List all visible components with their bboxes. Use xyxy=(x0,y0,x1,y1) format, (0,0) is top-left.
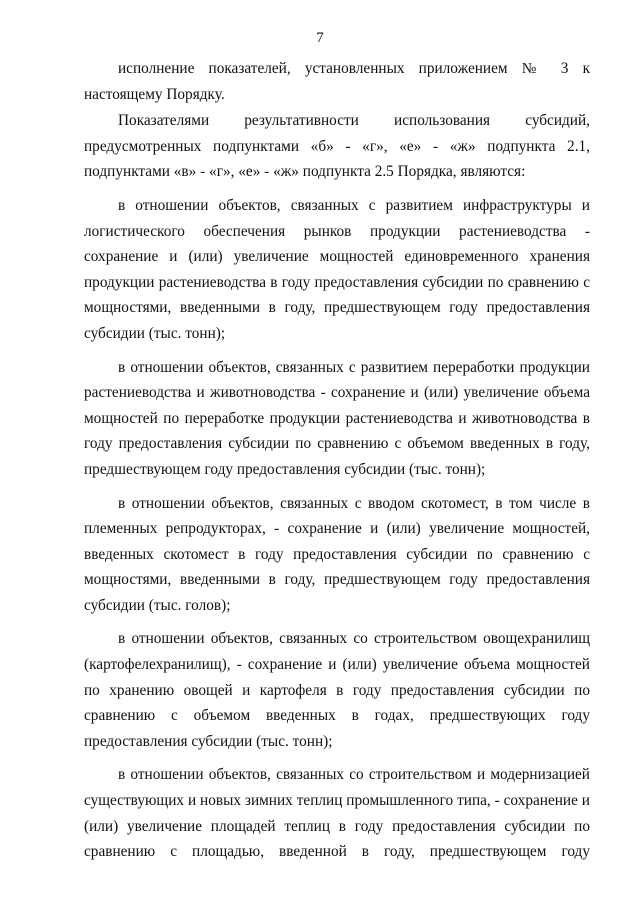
paragraph-vegetable-storage: в отношении объектов, связанных со строительством овощехранилищ (картофелехранилищ), - сохранение и (или) увеличение объема мощностей по хранению овощей и картофеля в году предоставления субсидии по сравнению с объемом введенных в годах, предшествующих году предоставления субсидии (тыс. тонн); xyxy=(84,630,590,750)
page-number: 7 xyxy=(316,30,324,46)
paragraph-processing: в отношении объектов, связанных с развитием переработки продукции растениеводства и животноводства - сохранение и (или) увеличение объема мощностей по переработке продукции растениеводства и животноводства в году предоставления субсидии по сравнению с объемом введенных в году, предшествующем году предоставления субсидии (тыс. тонн); xyxy=(84,358,590,478)
paragraph-continuation: исполнение показателей, установленных приложением № 3 к настоящему Порядку. xyxy=(84,60,590,103)
paragraph-greenhouses: в отношении объектов, связанных со строительством и модернизацией существующих и новых зимних теплиц промышленного типа, - сохранение и (или) увеличение площадей теплиц в году предоставления субсидии по сравнению с площадью, введенной в году, предшествующем году xyxy=(84,766,590,861)
paragraph-livestock: в отношении объектов, связанных с вводом скотомест, в том числе в племенных репродукторах, - сохранение и (или) увеличение мощностей, введенных скотомест в году предоставления субсидии по сравнению с мощностями, введенными в году, предшествующем году предоставления субсидии (тыс. голов); xyxy=(84,494,590,614)
paragraph-intro: Показателями результативности использования субсидий, предусмотренных подпунктами «б» - «г», «е» - «ж» подпункта 2.1, подпунктами «в» - «г», «е» - «ж» подпункта 2.5 Порядка, являются: xyxy=(84,112,590,181)
paragraph-infrastructure: в отношении объектов, связанных с развитием инфраструктуры и логистического обеспечения рынков продукции растениеводства - сохранение и (или) увеличение мощностей единовременного хранения продукции растениеводства в году предоставления субсидии по сравнению с мощностями, введенными в году, предшествующем году предоставления субсидии (тыс. тонн); xyxy=(84,196,590,342)
document-body xyxy=(84,56,590,865)
